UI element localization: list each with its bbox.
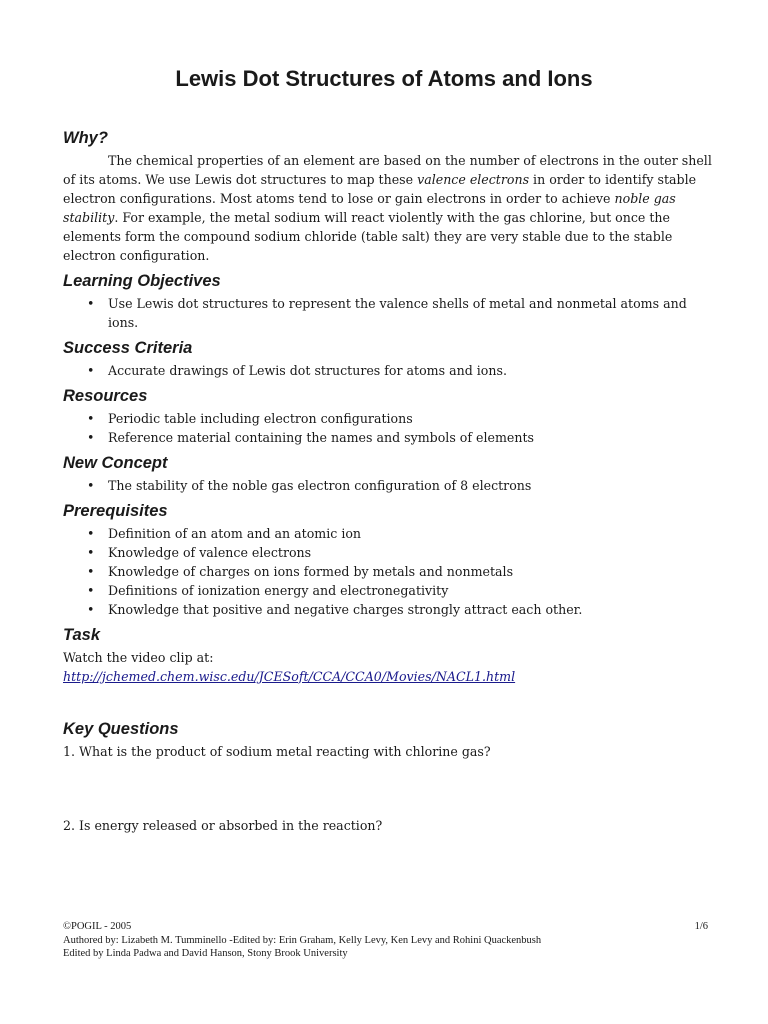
success-criteria-heading: Success Criteria <box>63 339 193 357</box>
learning-objectives-list <box>63 294 713 332</box>
new-concept-list <box>63 476 713 495</box>
list-item: • Use Lewis dot structures to represent the valence shells of metal and nonmetal atoms and ions. <box>63 294 713 332</box>
list-item: • Knowledge that positive and negative charges strongly attract each other. <box>63 600 713 619</box>
list-item: • Reference material containing the names and symbols of elements <box>63 428 713 447</box>
task-heading: Task <box>63 626 100 644</box>
resources-heading: Resources <box>63 387 148 405</box>
why-text-1: The chemical properties of an element are based on the number of electrons in the outer shell of its atoms. We use Lewis dot structures to map these <box>63 153 712 187</box>
key-question-2: 2. Is energy released or absorbed in the reaction? <box>63 818 383 833</box>
document-title: Lewis Dot Structures of Atoms and Ions <box>175 66 593 91</box>
success-criteria-section <box>63 335 713 380</box>
video-clip-link[interactable]: http://jchemed.chem.wisc.edu/JCESoft/CCA/CCA0/Movies/NACL1.html <box>63 669 516 684</box>
why-heading: Why? <box>63 129 108 147</box>
list-item: • Accurate drawings of Lewis dot structures for atoms and ions. <box>63 361 713 380</box>
prerequisites-heading: Prerequisites <box>63 502 168 520</box>
list-item: • The stability of the noble gas electron configuration of 8 electrons <box>63 476 713 495</box>
why-text-3: . For example, the metal sodium will react violently with the gas chlorine, but once the elements form the compound sodium chloride (table salt) they are very stable due to the stable electron configuration. <box>63 210 673 263</box>
why-emphasis-valence: valence electrons <box>417 172 530 187</box>
list-item: • Knowledge of charges on ions formed by metals and nonmetals <box>63 562 713 581</box>
success-criteria-list <box>63 361 713 380</box>
prerequisites-section <box>63 498 713 619</box>
learning-objectives-section <box>63 268 713 332</box>
prerequisites-list <box>63 524 713 619</box>
why-emphasis-noble-gas: noble gas stability <box>63 191 676 225</box>
list-item: • Periodic table including electron configurations <box>63 409 713 428</box>
edited-by-text: Edited by Linda Padwa and David Hanson, Stony Brook University <box>63 948 348 959</box>
list-item: • Knowledge of valence electrons <box>63 543 713 562</box>
resources-list <box>63 409 713 447</box>
new-concept-heading: New Concept <box>63 454 168 472</box>
key-questions-section <box>63 716 713 835</box>
key-question-1: 1. What is the product of sodium metal reacting with chlorine gas? <box>63 744 491 759</box>
why-text-2: in order to identify stable electron configurations. Most atoms tend to lose or gain electrons in order to achieve <box>63 172 697 206</box>
page-number: 1/6 <box>694 921 708 932</box>
learning-objectives-heading: Learning Objectives <box>63 272 221 290</box>
why-section <box>63 125 713 265</box>
new-concept-section <box>63 450 713 495</box>
page-footer <box>63 920 708 961</box>
footer-top-row <box>63 920 708 934</box>
authored-by-text: Authored by: Lizabeth M. Tumminello -Edited by: Erin Graham, Kelly Levy, Ken Levy and Rohini Quackenbush <box>63 934 542 946</box>
task-section <box>63 622 713 686</box>
task-text: Watch the video clip at: <box>63 650 214 665</box>
document-content <box>63 125 713 835</box>
list-item: • Definitions of ionization energy and electronegativity <box>63 581 713 600</box>
resources-section <box>63 383 713 447</box>
task-url-line <box>63 667 713 686</box>
answer-space <box>63 761 713 816</box>
why-paragraph <box>63 151 713 265</box>
section-gap <box>63 686 713 716</box>
list-item: • Definition of an atom and an atomic ion <box>63 524 713 543</box>
copyright-text: ©POGIL - 2005 <box>63 921 132 932</box>
key-questions-heading: Key Questions <box>63 720 179 738</box>
